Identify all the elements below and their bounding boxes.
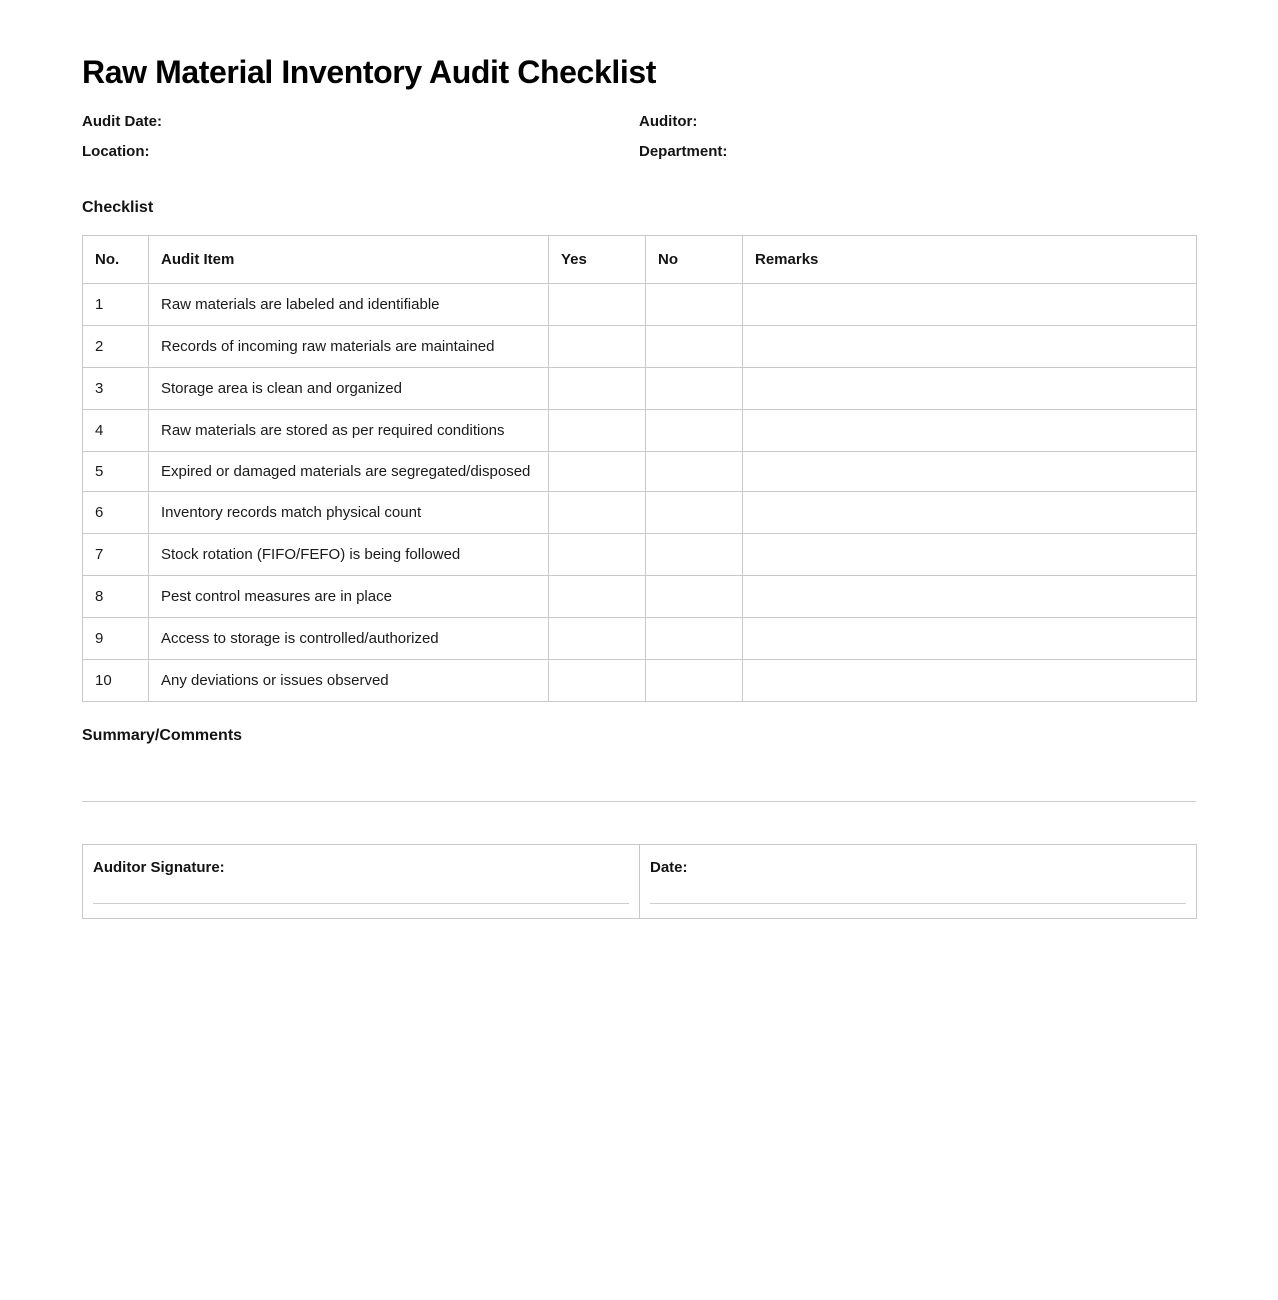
signature-date-cell (640, 845, 1197, 919)
row-number: 2 (83, 326, 149, 368)
row-number: 6 (83, 492, 149, 534)
checklist-table (82, 235, 1197, 702)
row-number: 4 (83, 410, 149, 452)
row-audit-item: Pest control measures are in place (149, 576, 549, 618)
row-remarks-cell[interactable] (743, 284, 1197, 326)
signature-date-label: Date: (650, 859, 688, 876)
row-yes-checkbox-cell[interactable] (549, 326, 646, 368)
row-remarks-cell[interactable] (743, 326, 1197, 368)
row-remarks-cell[interactable] (743, 576, 1197, 618)
row-remarks-cell[interactable] (743, 492, 1197, 534)
column-header-yes: Yes (549, 236, 646, 284)
auditor-label: Auditor: (639, 113, 698, 130)
table-row (83, 618, 1197, 660)
row-no-checkbox-cell[interactable] (646, 534, 743, 576)
row-remarks-cell[interactable] (743, 368, 1197, 410)
row-no-checkbox-cell[interactable] (646, 660, 743, 702)
row-audit-item: Storage area is clean and organized (149, 368, 549, 410)
row-yes-checkbox-cell[interactable] (549, 452, 646, 492)
signature-row (83, 845, 1197, 919)
row-yes-checkbox-cell[interactable] (549, 368, 646, 410)
row-no-checkbox-cell[interactable] (646, 368, 743, 410)
row-no-checkbox-cell[interactable] (646, 576, 743, 618)
table-header-row (83, 236, 1197, 284)
table-row (83, 284, 1197, 326)
row-number: 3 (83, 368, 149, 410)
row-no-checkbox-cell[interactable] (646, 326, 743, 368)
row-number: 7 (83, 534, 149, 576)
audit-meta-fields (82, 113, 1196, 173)
row-yes-checkbox-cell[interactable] (549, 576, 646, 618)
summary-divider (82, 801, 1196, 802)
row-number: 5 (83, 452, 149, 492)
row-yes-checkbox-cell[interactable] (549, 492, 646, 534)
row-no-checkbox-cell[interactable] (646, 284, 743, 326)
row-number: 9 (83, 618, 149, 660)
row-audit-item: Access to storage is controlled/authorized (149, 618, 549, 660)
department-label: Department: (639, 143, 728, 160)
row-no-checkbox-cell[interactable] (646, 410, 743, 452)
row-number: 10 (83, 660, 149, 702)
row-audit-item: Any deviations or issues observed (149, 660, 549, 702)
row-yes-checkbox-cell[interactable] (549, 660, 646, 702)
meta-row-2 (82, 143, 1196, 173)
table-row (83, 368, 1197, 410)
table-row (83, 492, 1197, 534)
row-no-checkbox-cell[interactable] (646, 618, 743, 660)
table-row (83, 534, 1197, 576)
table-row (83, 452, 1197, 492)
table-row (83, 326, 1197, 368)
row-remarks-cell[interactable] (743, 452, 1197, 492)
row-audit-item: Inventory records match physical count (149, 492, 549, 534)
location-label: Location: (82, 143, 150, 160)
row-audit-item: Records of incoming raw materials are maintained (149, 326, 549, 368)
column-header-no: No (646, 236, 743, 284)
row-remarks-cell[interactable] (743, 660, 1197, 702)
row-remarks-cell[interactable] (743, 534, 1197, 576)
row-number: 8 (83, 576, 149, 618)
table-row (83, 660, 1197, 702)
column-header-item: Audit Item (149, 236, 549, 284)
row-audit-item: Raw materials are stored as per required conditions (149, 410, 549, 452)
page-title: Raw Material Inventory Audit Checklist (82, 54, 656, 90)
row-yes-checkbox-cell[interactable] (549, 534, 646, 576)
auditor-signature-input-line[interactable] (93, 903, 629, 904)
row-remarks-cell[interactable] (743, 618, 1197, 660)
row-no-checkbox-cell[interactable] (646, 452, 743, 492)
table-row (83, 576, 1197, 618)
column-header-no: No. (83, 236, 149, 284)
signature-date-input-line[interactable] (650, 903, 1186, 904)
row-remarks-cell[interactable] (743, 410, 1197, 452)
row-number: 1 (83, 284, 149, 326)
checklist-heading: Checklist (82, 199, 154, 216)
signature-block (82, 844, 1197, 919)
row-no-checkbox-cell[interactable] (646, 492, 743, 534)
table-row (83, 410, 1197, 452)
meta-row-1 (82, 113, 1196, 143)
auditor-signature-label: Auditor Signature: (93, 859, 225, 876)
summary-heading: Summary/Comments (82, 727, 243, 744)
row-yes-checkbox-cell[interactable] (549, 410, 646, 452)
auditor-signature-cell (83, 845, 640, 919)
column-header-remarks: Remarks (743, 236, 1197, 284)
row-audit-item: Stock rotation (FIFO/FEFO) is being followed (149, 534, 549, 576)
row-audit-item: Expired or damaged materials are segregated/disposed (149, 452, 549, 492)
row-audit-item: Raw materials are labeled and identifiable (149, 284, 549, 326)
row-yes-checkbox-cell[interactable] (549, 284, 646, 326)
summary-comments-area[interactable] (82, 745, 1196, 801)
row-yes-checkbox-cell[interactable] (549, 618, 646, 660)
audit-date-label: Audit Date: (82, 113, 162, 130)
